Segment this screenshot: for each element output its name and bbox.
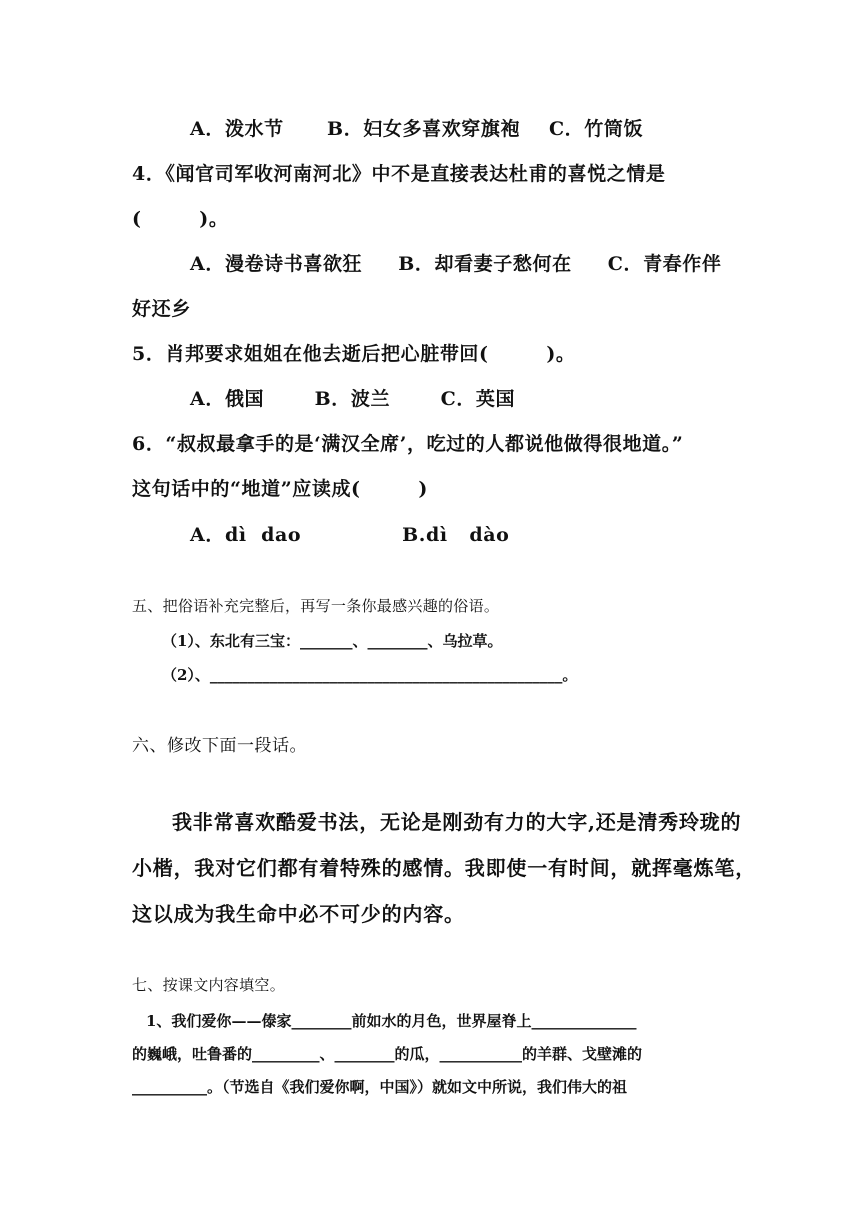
section7-line2: 的巍峨，吐鲁番的_________、________的瓜，___________的羊群、戈壁滩的 [132, 1045, 643, 1063]
q6-stem-line2: 这句话中的“地道”应读成( ) [132, 478, 428, 500]
section6-heading: 六、修改下面一段话。 [132, 736, 307, 756]
q6-stem-line1: 6．“叔叔最拿手的是‘满汉全席’，吃过的人都说他做得很地道。” [132, 433, 684, 455]
section7-heading: 七、按课文内容填空。 [132, 976, 286, 994]
section5-item2: （2）、_______________________________________________。 [162, 666, 578, 684]
section6-para-line2: 小楷，我对它们都有着特殊的感情。我即使一有时间，就挥毫炼笔， [132, 856, 756, 880]
section5-heading: 五、把俗语补充完整后，再写一条你最感兴趣的俗语。 [132, 597, 500, 615]
section6-para-line3: 这以成为我生命中必不可少的内容。 [132, 902, 465, 926]
q4-stem-line2: ( )。 [132, 208, 229, 230]
q4-stem-line1: 4．《闻官司军收河南河北》中不是直接表达杜甫的喜悦之情是 [132, 163, 666, 185]
q4-options-line1: A．漫卷诗书喜欲狂 B．却看妻子愁何在 C．青春作伴 [190, 253, 722, 275]
section7-line1: 1、我们爱你——傣家________前如水的月色，世界屋脊上______________ [146, 1012, 637, 1030]
q5-stem: 5．肖邦要求姐姐在他去逝后把心脏带回( )。 [132, 343, 576, 365]
q3-options: A．泼水节 B．妇女多喜欢穿旗袍 C．竹筒饭 [190, 118, 644, 140]
section6-para-line1: 我非常喜欢酷爱书法，无论是刚劲有力的大字,还是清秀玲珑的 [172, 810, 742, 834]
section5-item1: （1）、东北有三宝：_______、________、乌拉草。 [162, 632, 503, 650]
section7-line3: __________。（节选自《我们爱你啊，中国》）就如文中所说，我们伟大的祖 [132, 1078, 628, 1096]
q5-options: A．俄国 B．波兰 C．英国 [190, 388, 516, 410]
q4-options-line2: 好还乡 [132, 298, 191, 320]
q6-options: A．dì dao B.dì dào [190, 524, 510, 546]
